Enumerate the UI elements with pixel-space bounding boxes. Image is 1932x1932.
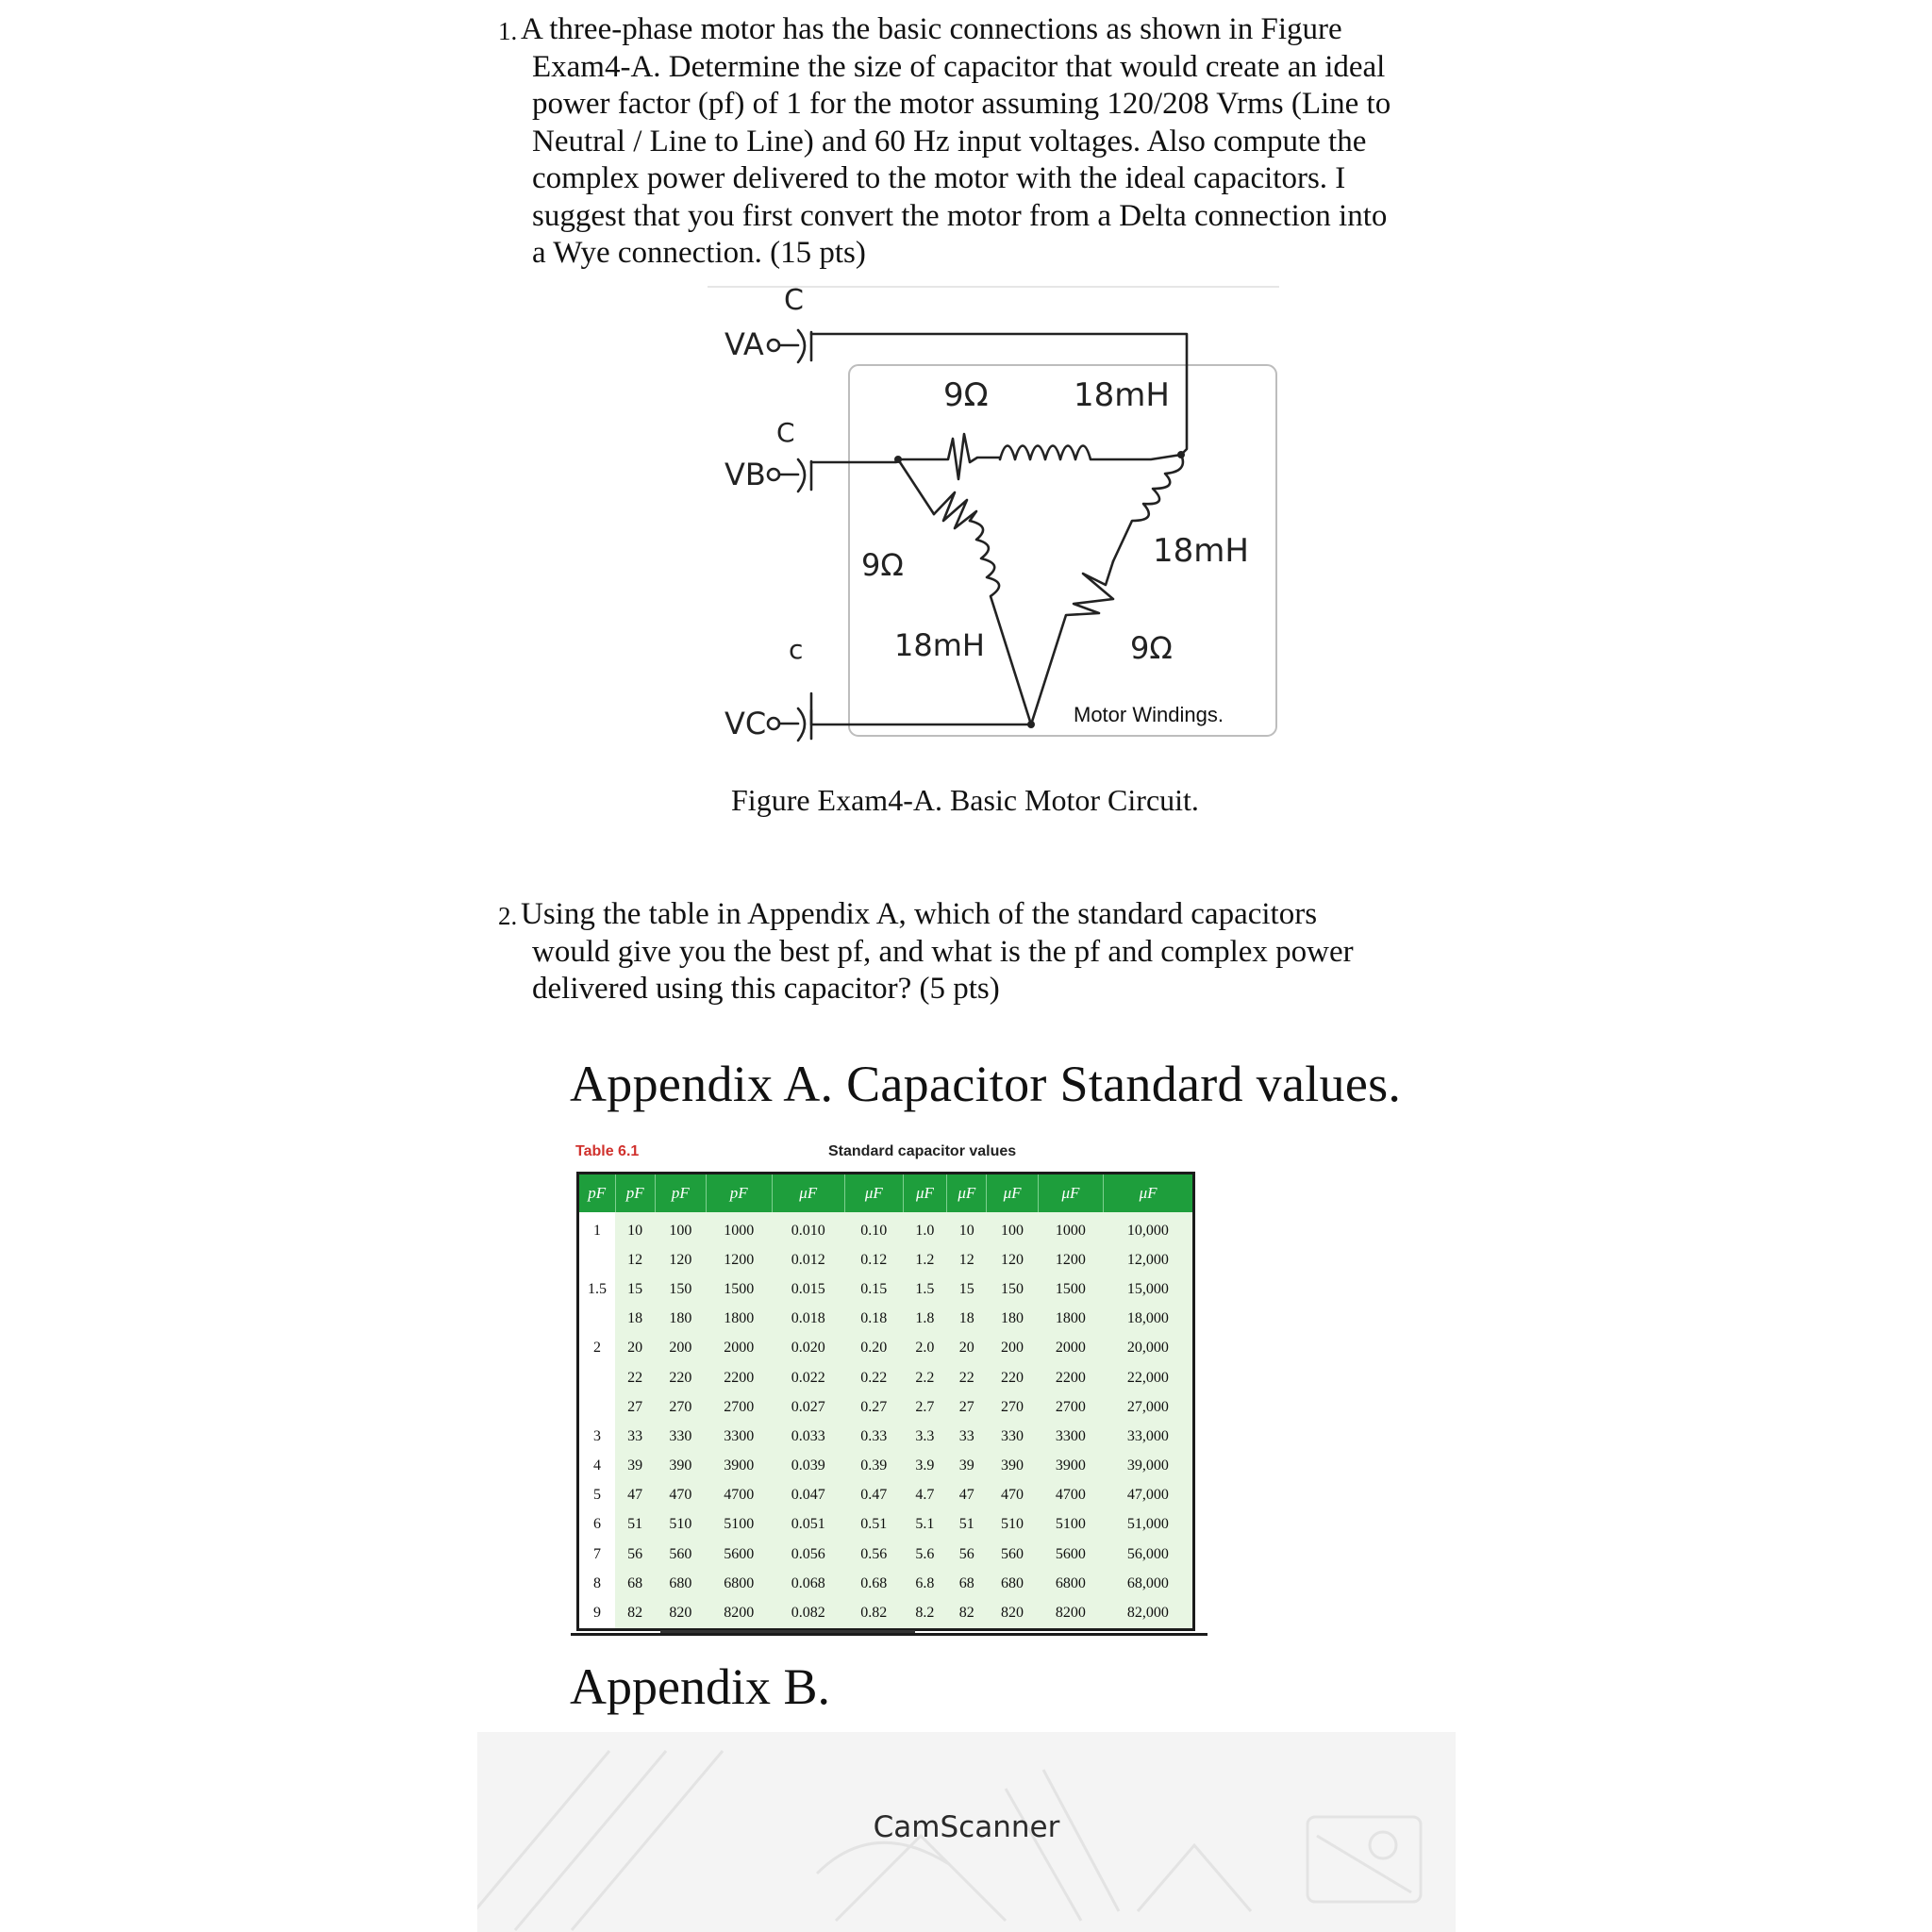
table-cell: 0.020: [791, 1340, 825, 1357]
table-cell: 1: [578, 1212, 616, 1245]
table-cell: 0.82: [860, 1605, 888, 1622]
table-header-cell: μF: [947, 1174, 987, 1213]
table-cell: 270: [669, 1398, 692, 1415]
source-c-label: VC: [724, 706, 767, 741]
table-header-cell: μF: [772, 1174, 844, 1213]
question-2: [498, 896, 1460, 1008]
table-cell: 39: [627, 1457, 643, 1474]
motor-circuit-diagram: [623, 274, 1302, 755]
table-cell: 27: [627, 1398, 643, 1415]
table-cell: 2.2: [915, 1369, 935, 1386]
table-cell: 470: [1001, 1487, 1024, 1504]
table-cell: 330: [669, 1427, 692, 1444]
table-cell: 270: [1001, 1398, 1024, 1415]
table-cell: 510: [669, 1516, 692, 1533]
top-resistor: [898, 434, 1000, 479]
table-cell: 3300: [1055, 1427, 1086, 1444]
table-cell: 5100: [1055, 1516, 1086, 1533]
table-cell: [578, 1305, 616, 1334]
table-cell: 680: [1001, 1574, 1024, 1591]
table-cell: 8200: [724, 1605, 755, 1622]
table-cell: 1200: [1055, 1251, 1086, 1268]
table-cell: 3.9: [915, 1457, 935, 1474]
table-cell: 200: [669, 1340, 692, 1357]
table-cell: 3300: [724, 1427, 755, 1444]
table-cell: 12: [627, 1251, 643, 1268]
table-row: [578, 1422, 1194, 1451]
table-row: [578, 1392, 1194, 1422]
table-cell: [578, 1392, 616, 1422]
table-cell: 150: [669, 1280, 692, 1297]
table-cell: 1.0: [915, 1222, 935, 1239]
question-1: [498, 11, 1460, 273]
table-cell: 20: [627, 1340, 643, 1357]
table-cell: 0.010: [791, 1222, 825, 1239]
table-cell: 18: [627, 1310, 643, 1327]
capacitor-values-table: [576, 1172, 1195, 1631]
left-resistor: [934, 492, 976, 528]
table-cell: 27,000: [1126, 1398, 1169, 1415]
table-cell: 390: [669, 1457, 692, 1474]
table-cell: 8200: [1055, 1605, 1086, 1622]
table-cell: 27: [958, 1398, 974, 1415]
table-cell: 4: [578, 1452, 616, 1481]
table-cell: 2700: [724, 1398, 755, 1415]
table-cell: 3.3: [915, 1427, 935, 1444]
table-cell: 0.082: [791, 1605, 825, 1622]
question-2-line: would give you the best pf, and what is the pf and complex power: [532, 934, 1354, 969]
table-cell: 200: [1001, 1340, 1024, 1357]
table-underline: [660, 1630, 915, 1633]
table-row: [578, 1212, 1194, 1245]
table-cell: 9: [578, 1598, 616, 1629]
table-cell: 1800: [1055, 1310, 1086, 1327]
table-cell: 20,000: [1126, 1340, 1169, 1357]
table-cell: 120: [1001, 1251, 1024, 1268]
left-inductor-label: 18mH: [894, 627, 985, 663]
table-cell: 2: [578, 1334, 616, 1363]
table-cell: 4700: [1055, 1487, 1086, 1504]
table-cell: 2200: [1055, 1369, 1086, 1386]
table-cell: 100: [669, 1222, 692, 1239]
table-header-cell: μF: [987, 1174, 1038, 1213]
table-cell: 51: [627, 1516, 643, 1533]
question-1-line: Neutral / Line to Line) and 60 Hz input voltages. Also compute the: [532, 124, 1367, 158]
table-cell: 2.7: [915, 1398, 935, 1415]
table-cell: 0.51: [860, 1516, 888, 1533]
question-2-number: 2.: [498, 902, 518, 930]
table-cell: 22,000: [1126, 1369, 1169, 1386]
table-cell: 2700: [1055, 1398, 1086, 1415]
camscanner-watermark: CamScanner: [873, 1810, 1060, 1844]
source-a-label: VA: [724, 326, 764, 362]
table-row: [578, 1305, 1194, 1334]
left-inductor: [970, 521, 1031, 724]
table-cell: 2200: [724, 1369, 755, 1386]
table-header-cell: μF: [1104, 1174, 1194, 1213]
capacitor-c-label: c: [789, 634, 804, 665]
table-cell: [578, 1363, 616, 1392]
table-cell: 82: [627, 1605, 643, 1622]
question-1-line: A three-phase motor has the basic connections as shown in Figure: [521, 12, 1342, 46]
table-cell: 10,000: [1126, 1222, 1169, 1239]
terminal-a: [768, 340, 779, 351]
right-resistor: [1031, 561, 1113, 724]
table-header-row: [578, 1174, 1194, 1213]
table-cell: 1200: [724, 1251, 755, 1268]
table-underline: [571, 1633, 1208, 1636]
table-cell: 15,000: [1126, 1280, 1169, 1297]
table-header-cell: pF: [655, 1174, 706, 1213]
table-cell: 33: [627, 1427, 643, 1444]
table-cell: 1.5: [578, 1274, 616, 1304]
table-row: [578, 1274, 1194, 1304]
table-label: Table 6.1: [575, 1143, 640, 1159]
table-cell: 0.56: [860, 1545, 888, 1562]
table-cell: 22: [627, 1369, 643, 1386]
table-cell: [578, 1245, 616, 1274]
table-cell: 0.012: [791, 1251, 825, 1268]
left-resistor-label: 9Ω: [861, 547, 904, 583]
table-cell: 12: [958, 1251, 974, 1268]
table-cell: 3: [578, 1422, 616, 1451]
table-cell: 180: [1001, 1310, 1024, 1327]
table-cell: 390: [1001, 1457, 1024, 1474]
table-cell: 0.068: [791, 1574, 825, 1591]
table-cell: 5: [578, 1481, 616, 1510]
table-cell: 18,000: [1126, 1310, 1169, 1327]
table-cell: 68: [627, 1574, 643, 1591]
table-header-cell: pF: [706, 1174, 772, 1213]
capacitor-b-label: C: [776, 417, 795, 448]
table-cell: 7: [578, 1540, 616, 1569]
table-cell: 5600: [1055, 1545, 1086, 1562]
table-cell: 1500: [724, 1280, 755, 1297]
table-cell: 12,000: [1126, 1251, 1169, 1268]
table-cell: 100: [1001, 1222, 1024, 1239]
table-cell: 2000: [724, 1340, 755, 1357]
table-cell: 22: [958, 1369, 974, 1386]
table-cell: 15: [958, 1280, 974, 1297]
table-cell: 0.022: [791, 1369, 825, 1386]
table-cell: 0.18: [860, 1310, 888, 1327]
table-cell: 6800: [1055, 1574, 1086, 1591]
table-cell: 220: [1001, 1369, 1024, 1386]
table-row: [578, 1452, 1194, 1481]
capacitor-a-label: C: [784, 284, 804, 317]
table-cell: 120: [669, 1251, 692, 1268]
question-1-line: Exam4-A. Determine the size of capacitor that would create an ideal: [532, 49, 1386, 84]
table-cell: 0.22: [860, 1369, 888, 1386]
table-cell: 0.051: [791, 1516, 825, 1533]
table-cell: 15: [627, 1280, 643, 1297]
top-resistor-label: 9Ω: [943, 376, 989, 414]
table-title: Standard capacitor values: [828, 1143, 1017, 1159]
table-row: [578, 1569, 1194, 1598]
appendix-a-title: Appendix A. Capacitor Standard values.: [570, 1056, 1402, 1112]
table-cell: 330: [1001, 1427, 1024, 1444]
table-cell: 0.27: [860, 1398, 888, 1415]
table-cell: 8: [578, 1569, 616, 1598]
table-cell: 0.018: [791, 1310, 825, 1327]
table-cell: 470: [669, 1487, 692, 1504]
table-cell: 0.15: [860, 1280, 888, 1297]
table-cell: 6800: [724, 1574, 755, 1591]
terminal-c: [768, 718, 779, 729]
table-cell: 820: [669, 1605, 692, 1622]
table-cell: 5600: [724, 1545, 755, 1562]
table-cell: 680: [669, 1574, 692, 1591]
table-cell: 33,000: [1126, 1427, 1169, 1444]
table-cell: 180: [669, 1310, 692, 1327]
table-cell: 1.2: [915, 1251, 935, 1268]
table-header-cell: μF: [844, 1174, 903, 1213]
table-row: [578, 1334, 1194, 1363]
table-header-cell: μF: [1038, 1174, 1104, 1213]
table-cell: 56: [627, 1545, 643, 1562]
motor-windings-label: Motor Windings.: [1074, 703, 1224, 726]
table-cell: 1.5: [915, 1280, 935, 1297]
table-cell: 5100: [724, 1516, 755, 1533]
node-c: [1027, 721, 1035, 728]
table-cell: 4.7: [915, 1487, 935, 1504]
table-cell: 820: [1001, 1605, 1024, 1622]
top-inductor-label: 18mH: [1074, 376, 1170, 414]
table-cell: 0.033: [791, 1427, 825, 1444]
table-cell: 1.8: [915, 1310, 935, 1327]
table-cell: 18: [958, 1310, 974, 1327]
node-b: [894, 456, 902, 463]
table-cell: 1500: [1055, 1280, 1086, 1297]
table-cell: 0.10: [860, 1222, 888, 1239]
table-cell: 2.0: [915, 1340, 935, 1357]
table-cell: 82,000: [1126, 1605, 1169, 1622]
table-cell: 39: [958, 1457, 974, 1474]
table-row: [578, 1598, 1194, 1629]
table-cell: 0.39: [860, 1457, 888, 1474]
table-cell: 3900: [1055, 1457, 1086, 1474]
table-cell: 39,000: [1126, 1457, 1169, 1474]
question-1-line: a Wye connection. (15 pts): [532, 236, 866, 270]
table-row: [578, 1510, 1194, 1540]
table-cell: 0.056: [791, 1545, 825, 1562]
table-cell: 0.47: [860, 1487, 888, 1504]
table-cell: 560: [1001, 1545, 1024, 1562]
table-row: [578, 1540, 1194, 1569]
table-cell: 47: [627, 1487, 643, 1504]
source-b-label: VB: [724, 457, 766, 492]
question-1-line: suggest that you first convert the motor from a Delta connection into: [532, 198, 1388, 233]
table-cell: 4700: [724, 1487, 755, 1504]
table-cell: 82: [958, 1605, 974, 1622]
table-cell: 68,000: [1126, 1574, 1169, 1591]
table-cell: 220: [669, 1369, 692, 1386]
table-cell: 47,000: [1126, 1487, 1169, 1504]
table-cell: 0.68: [860, 1574, 888, 1591]
right-resistor-label: 9Ω: [1130, 630, 1173, 666]
table-cell: 560: [669, 1545, 692, 1562]
table-header-cell: μF: [903, 1174, 946, 1213]
table-cell: 1000: [1055, 1222, 1086, 1239]
figure-caption: Figure Exam4-A. Basic Motor Circuit.: [731, 783, 1199, 817]
table-cell: 10: [958, 1222, 974, 1239]
table-cell: 8.2: [915, 1605, 935, 1622]
scanner-watermark-band: [477, 1732, 1456, 1932]
question-1-line: power factor (pf) of 1 for the motor assuming 120/208 Vrms (Line to: [532, 87, 1391, 121]
question-2-line: delivered using this capacitor? (5 pts): [532, 972, 1000, 1006]
table-cell: 0.20: [860, 1340, 888, 1357]
node-a: [1177, 451, 1185, 458]
table-cell: 0.039: [791, 1457, 825, 1474]
table-cell: 33: [958, 1427, 974, 1444]
table-cell: 51,000: [1126, 1516, 1169, 1533]
table-cell: 6: [578, 1510, 616, 1540]
table-row: [578, 1481, 1194, 1510]
table-header-cell: pF: [615, 1174, 655, 1213]
table-cell: 10: [627, 1222, 643, 1239]
table-cell: 47: [958, 1487, 974, 1504]
table-cell: 1000: [724, 1222, 755, 1239]
table-cell: 1800: [724, 1310, 755, 1327]
table-cell: 56,000: [1126, 1545, 1169, 1562]
table-cell: 0.027: [791, 1398, 825, 1415]
question-1-line: complex power delivered to the motor with the ideal capacitors. I: [532, 161, 1346, 195]
table-cell: 20: [958, 1340, 974, 1357]
table-cell: 0.33: [860, 1427, 888, 1444]
table-cell: 510: [1001, 1516, 1024, 1533]
table-cell: 56: [958, 1545, 974, 1562]
table-cell: 6.8: [915, 1574, 935, 1591]
table-cell: 3900: [724, 1457, 755, 1474]
table-cell: 0.12: [860, 1251, 888, 1268]
right-inductor-label: 18mH: [1153, 532, 1249, 570]
table-cell: 5.1: [915, 1516, 935, 1533]
table-row: [578, 1363, 1194, 1392]
appendix-b-title: Appendix B.: [570, 1658, 830, 1715]
table-row: [578, 1245, 1194, 1274]
table-header-cell: pF: [578, 1174, 616, 1213]
table-cell: 150: [1001, 1280, 1024, 1297]
terminal-b: [768, 469, 779, 480]
top-inductor: [1000, 446, 1181, 460]
table-cell: 5.6: [915, 1545, 935, 1562]
question-1-number: 1.: [498, 17, 518, 45]
table-cell: 0.015: [791, 1280, 825, 1297]
table-cell: 68: [958, 1574, 974, 1591]
table-cell: 2000: [1055, 1340, 1086, 1357]
table-cell: 0.047: [791, 1487, 825, 1504]
table-cell: 51: [958, 1516, 974, 1533]
question-2-line: Using the table in Appendix A, which of the standard capacitors: [521, 897, 1318, 931]
